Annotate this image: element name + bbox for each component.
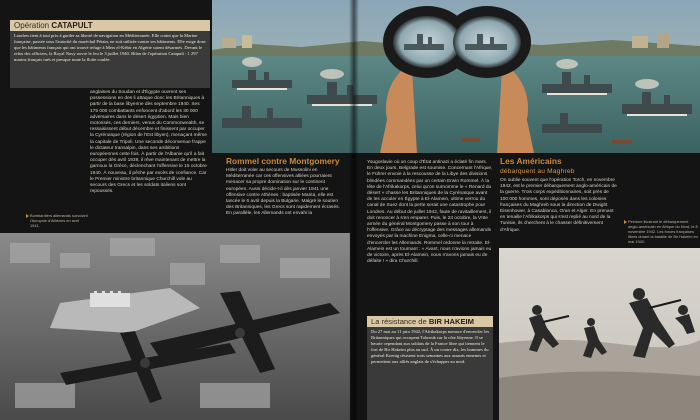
heading-debarquent-maghreb: débarquent au Maghreb — [500, 168, 575, 175]
body-column-3: Yougoslavie où un coup d'État antinazi a éclaté fin mars. En deux jours, Belgrade est soumise. Concernant l'Afrique, le Führer envoie à la rescousse de la Libye des divisions blindées commandées par un certain Erwin Rommel. À la tête de l'Afrikakorps, celui qu'on surnomme le « Renard du désert » chasse les Britanniques de la Cyrénaïque avant de les acculer en Égypte à El-Alamein, ultime verrou du canal de Suez dont la perte serait une catastrophe pour Londres. Au début de juillet 1942, faute de ravitaillement, il doit renoncer à s'en emparer. Puis, le 23 octobre, la VIIIe armée du général Montgomery passe à son tour à l'offensive. Grâce au décryptage des messages allemands envoyés par la machine Enigma, celle-ci menace d'encercler les Allemands. Rommel ordonne la retraite. El-Alamein est un tournant : « Avant, nous n'avions jamais eu de victoire, après El-Alamein, nous n'avons jamais eu de défaite ! » dira Churchill. — [367, 160, 493, 265]
caption-arrow-icon — [26, 214, 29, 218]
bir-hakeim-title-bold: BIR HAKEIM — [428, 317, 474, 326]
painting-binoculars-harbor — [212, 0, 700, 153]
catapult-title — [14, 20, 93, 31]
bir-hakeim-title — [371, 316, 474, 327]
photo-bombers-acropolis — [0, 233, 350, 420]
heading-rommel-montgomery: Rommel contre Montgomery — [226, 156, 340, 166]
caption-acropolis: Bombardiers allemands survolant l'Acropole d'Athènes en avril 1941. — [30, 213, 88, 228]
body-column-2: Hitler doit voler au secours de Mussolini en Méditerranée car ces offensives alliées pourraient menacer sa propre domination sur le continent européen. Aussi décide-t-il dès janvier 1941 une offensive contre Athènes : baptisée Marita, elle est lancée le 6 avril depuis la Bulgarie. Malgré le soutien des Britanniques, les Grecs sont rapidement écrasés. En parallèle, les Allemands ont envahi la — [226, 168, 340, 217]
heading-americains: Les Américains — [500, 156, 562, 166]
catapult-text: Londres tient à tout prix à garder sa liberté de navigation en Méditerranée. Elle craint que la Marine française, passée sous l'autorité du maréchal Pétain, ne soit utilisée contre ses bâtiments. Elle exige donc que les bâtiments français qui ont trouvé refuge à Mers el-Kébir en Algérie soient désarmés. Devant le refus des officiers, la Royal Navy ouvre le feu le 3 juillet 1940. Bilan de l'opération Catapult : 1 297 marins français tués et presque toute la flotte coulée. — [14, 33, 206, 63]
catapult-title-bold: CATAPULT — [51, 21, 93, 30]
bir-hakeim-title-prefix: La résistance de — [371, 317, 429, 326]
catapult-title-prefix: Opération — [14, 21, 52, 30]
photo-french-soldiers-desert — [499, 248, 700, 420]
bir-hakeim-text: Du 27 mai au 11 juin 1942, l'Afrikakorps menace d'encercler les Britanniques qui occupent Tobrouk sur la côte libyenne. Il se heurte cependant aux soldats de la France libre qui tiennent le fort de Bir Hakeim plus au sud. À un contre dix, les hommes du général Koenig résistent trois semaines aux assauts ennemis et permettent aux alliés anglais de s'échapper au nord. — [371, 329, 490, 365]
body-column-1: anglaises du Soudan et d'Égypte ouvrent ses possessions en des li attaque donc les Britanniques à partir de la base libyenne dès septembre 1940. Ses 175 000 combattants enfoncent d'abord les 30 000 adversaires dans le désert égyptien. Mais bien motorisés, ces derniers, venus du Commonwealth, se ressaisissent début décembre et finissent par occuper la Cyrénaïque (région de l'Est libyen), menaçant même la capitale de Tripoli. Une seconde déconvenue frappe le dictateur transalpin, dans ses ambitions européennes cette fois. À partir de l'Albanie qu'il a fait occuper dès avril 1939, il rêve maintenant de mettre la garnoux la Grèce, déclenchant l'offensive le 15 octobre 1940. À nouveau, il pêche par excès de confiance. Car le Premier ministre britannique Churchill vole au secours des Grecs et les soldats italiens sont repoussés. — [90, 90, 207, 195]
caption-arrow-icon — [624, 220, 627, 224]
body-column-4: On oublie souvent que l'opération Torch, en novembre 1942, est le premier débarquement anglo-américain de la guerre. Trois corps expéditionnaires, soit près de 100 000 hommes, sont déposés dans les colonies françaises du Maghreb sous la direction de Dwight Eisenhower, à Casablanca, Oran et Alger. En prenant en tenaille l'Afrikakorps qui s'est replié au nord de la Tunisie, ils cherchent à le chasser définitivement d'Afrique. — [500, 178, 617, 233]
caption-torch-hakeim: Peinture illustrant le débarquement anglo-américain en Afrique du Nord, le 8 novembre 1942. Les forces françaises libres durant la bataille de Bir Hakeim en mai 1942. — [628, 219, 698, 244]
